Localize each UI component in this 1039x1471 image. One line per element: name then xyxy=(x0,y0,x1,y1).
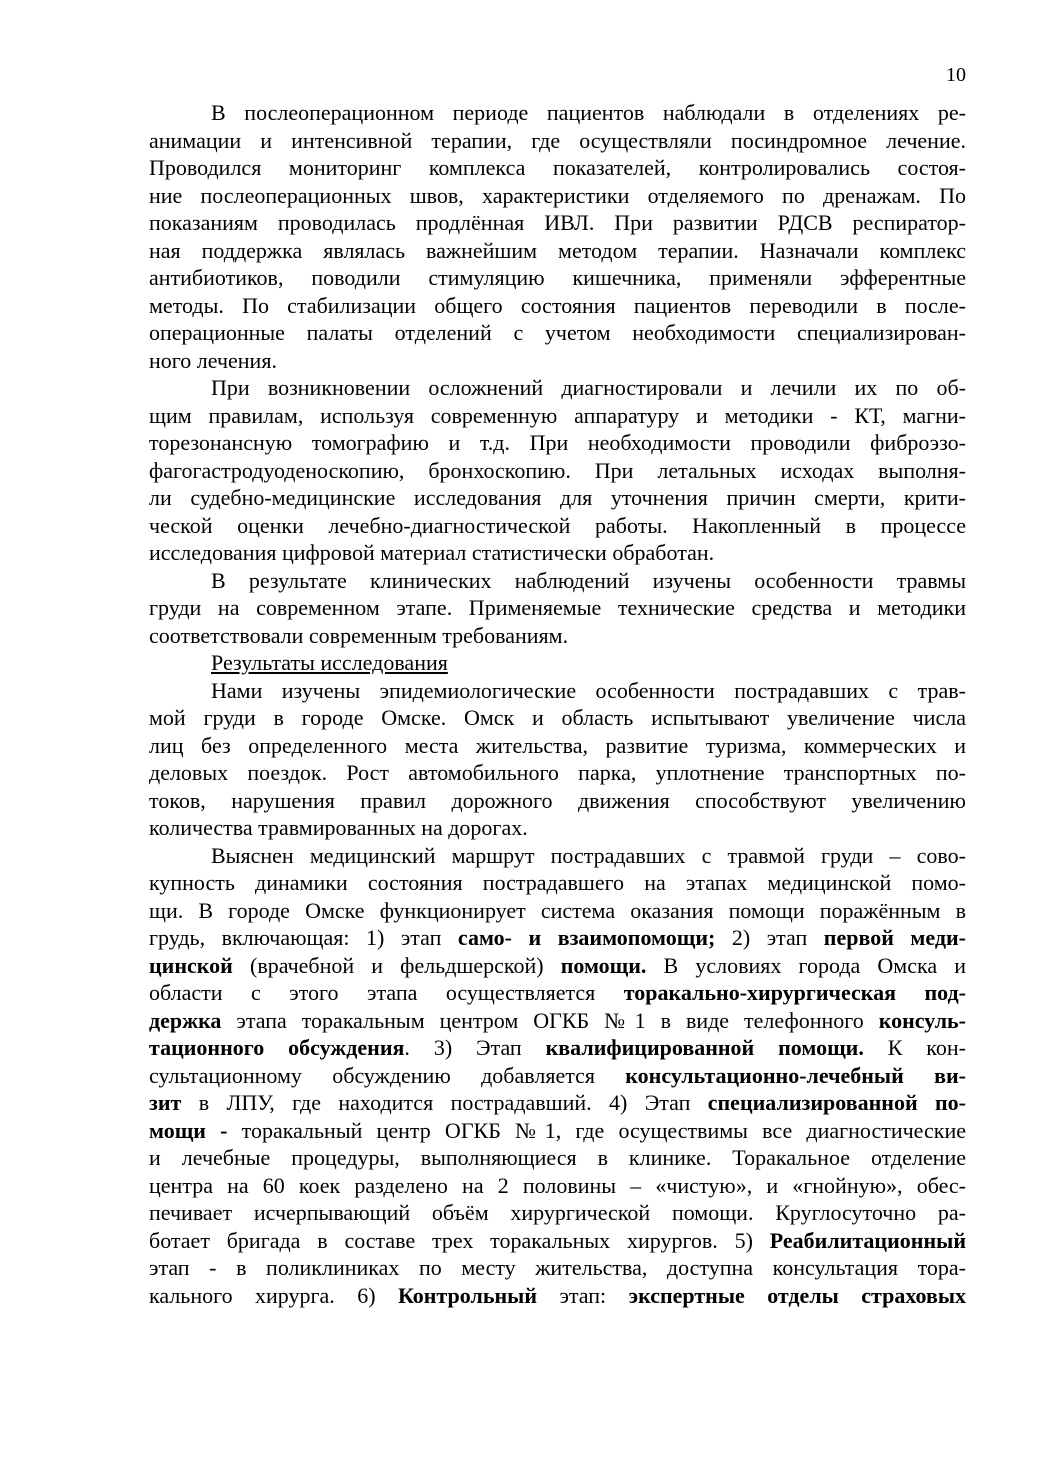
text-line: При возникновении осложнений диагностировали и лечили их по об- xyxy=(211,375,966,400)
text-line xyxy=(149,1062,966,1090)
bold-text: Контрольный xyxy=(397,1282,538,1308)
text-line xyxy=(149,1227,966,1255)
text-line: фагогастродуоденоскопию, бронхоскопию. При летальных исходах выполня- xyxy=(149,457,966,483)
text-line: операционные палаты отделений с учетом необходимости специализирован- xyxy=(149,320,966,345)
underlined-heading: Результаты исследования xyxy=(211,650,448,675)
body-text xyxy=(149,99,966,1309)
text-line: показаниям проводилась продлённая ИВЛ. При развитии РДСВ респиратор- xyxy=(149,210,966,235)
text-span: кального хирурга. 6) xyxy=(149,1282,398,1308)
bold-text: торакально-хирургическая под- xyxy=(623,980,966,1005)
text-span: К кон- xyxy=(863,1035,966,1060)
text-line: печивает исчерпывающий объём хирургической помощи. Круглосуточно ра- xyxy=(149,1200,966,1225)
text-line: груди на современном этапе. Применяемые технические средства и методики xyxy=(149,595,966,620)
text-line: ческой оценки лечебно-диагностической работы. Накопленный в процессе xyxy=(149,512,966,538)
bold-text: цинской xyxy=(149,952,233,978)
text-line xyxy=(149,1089,966,1117)
text-span: сультационному обсуждению добавляется xyxy=(149,1062,626,1088)
bold-text: специализированной по- xyxy=(707,1090,966,1115)
text-line: методы. По стабилизации общего состояния пациентов переводили в после- xyxy=(149,292,966,318)
text-line xyxy=(149,1117,966,1145)
text-line: ного лечения. xyxy=(149,347,277,373)
bold-text: зит xyxy=(149,1090,182,1115)
text-line: ли судебно-медицинские исследования для уточнения причин смерти, крити- xyxy=(149,485,966,510)
bold-text: мощи - xyxy=(149,1117,228,1143)
bold-text: помощи. xyxy=(560,952,647,978)
text-span: в ЛПУ, где находится пострадавший. 4) Этап xyxy=(181,1090,708,1115)
text-line: этап - в поликлиниках по месту жительства, доступна консультация тора- xyxy=(149,1255,966,1280)
text-span: торакальный центр ОГКБ №1, где осуществимы все диагностические xyxy=(227,1117,966,1143)
text-line: и лечебные процедуры, выполняющиеся в клинике. Торакальное отделение xyxy=(149,1145,966,1170)
text-line: исследования цифровой материал статистически обработан. xyxy=(149,540,715,565)
bold-text: Реабилитационный xyxy=(769,1227,966,1253)
text-line: токов, нарушения правил дорожного движения способствуют увеличению xyxy=(149,787,966,813)
text-line: В послеоперационном периоде пациентов наблюдали в отделениях ре- xyxy=(211,100,966,125)
text-line: анимации и интенсивной терапии, где осуществляли посиндромное лечение. xyxy=(149,127,966,153)
text-line: торезонансную томографию и т.д. При необходимости проводили фиброэзо- xyxy=(149,430,966,455)
text-line: Нами изучены эпидемиологические особенности пострадавших с трав- xyxy=(211,677,966,703)
bold-text: консуль- xyxy=(878,1007,966,1033)
text-line: соответствовали современным требованиям. xyxy=(149,622,569,648)
text-line: купность динамики состояния пострадавшего на этапах медицинской помо- xyxy=(149,870,966,895)
text-span: (врачебной и фельдшерской) xyxy=(232,952,561,978)
text-span: грудь, включающая: 1) этап xyxy=(149,925,458,950)
bold-text: экспертные отделы страховых xyxy=(628,1282,967,1308)
text-line: Проводился мониторинг комплекса показателей, контролировались состоя- xyxy=(149,155,966,180)
bold-text: первой меди- xyxy=(823,925,966,950)
bold-text: держка xyxy=(149,1007,222,1033)
text-line xyxy=(149,649,966,677)
text-line: количества травмированных на дорогах. xyxy=(149,815,528,840)
text-line: мой груди в городе Омске. Омск и область испытывают увеличение числа xyxy=(149,705,966,730)
text-line: центра на 60 коек разделено на 2 половины – «чистую», и «гнойную», обес- xyxy=(149,1172,966,1198)
text-line: лиц без определенного места жительства, развитие туризма, коммерческих и xyxy=(149,732,966,758)
text-span: этап: xyxy=(537,1282,629,1308)
bold-text: само- и взаимопомощи; xyxy=(457,925,716,950)
bold-text: квалифицированной помощи. xyxy=(545,1035,864,1060)
bold-text: консультационно-лечебный ви- xyxy=(625,1062,966,1088)
text-span: этапа торакальным центром ОГКБ №1 в виде телефонного xyxy=(221,1007,879,1033)
text-line: ние послеоперационных швов, характеристики отделяемого по дренажам. По xyxy=(149,182,966,208)
text-span: 2) этап xyxy=(715,925,824,950)
text-line xyxy=(149,979,966,1007)
text-line xyxy=(149,952,966,980)
text-line: щим правилам, используя современную аппаратуру и методики - КТ, магни- xyxy=(149,402,966,428)
text-span: В условиях города Омска и xyxy=(646,952,966,978)
text-span: области с этого этапа осуществляется xyxy=(149,980,624,1005)
text-line: антибиотиков, поводили стимуляцию кишечника, применяли эфферентные xyxy=(149,265,966,290)
page-number: 10 xyxy=(946,64,966,86)
text-line xyxy=(149,1282,966,1310)
text-line: Выяснен медицинский маршрут пострадавших с травмой груди – сово- xyxy=(211,842,966,868)
text-line: В результате клинических наблюдений изучены особенности травмы xyxy=(211,567,966,593)
text-span: ботает бригада в составе трех торакальных хирургов. 5) xyxy=(149,1227,770,1253)
text-line: щи. В городе Омске функционирует система оказания помощи поражённым в xyxy=(149,897,966,923)
text-line xyxy=(149,1007,966,1035)
text-line: ная поддержка являлась важнейшим методом терапии. Назначали комплекс xyxy=(149,237,966,263)
text-span: . 3) Этап xyxy=(404,1035,546,1060)
bold-text: тационного обсуждения xyxy=(149,1035,405,1060)
text-line: деловых поездок. Рост автомобильного парка, уплотнение транспортных по- xyxy=(149,760,966,785)
text-line xyxy=(149,1034,966,1062)
text-line xyxy=(149,924,966,952)
